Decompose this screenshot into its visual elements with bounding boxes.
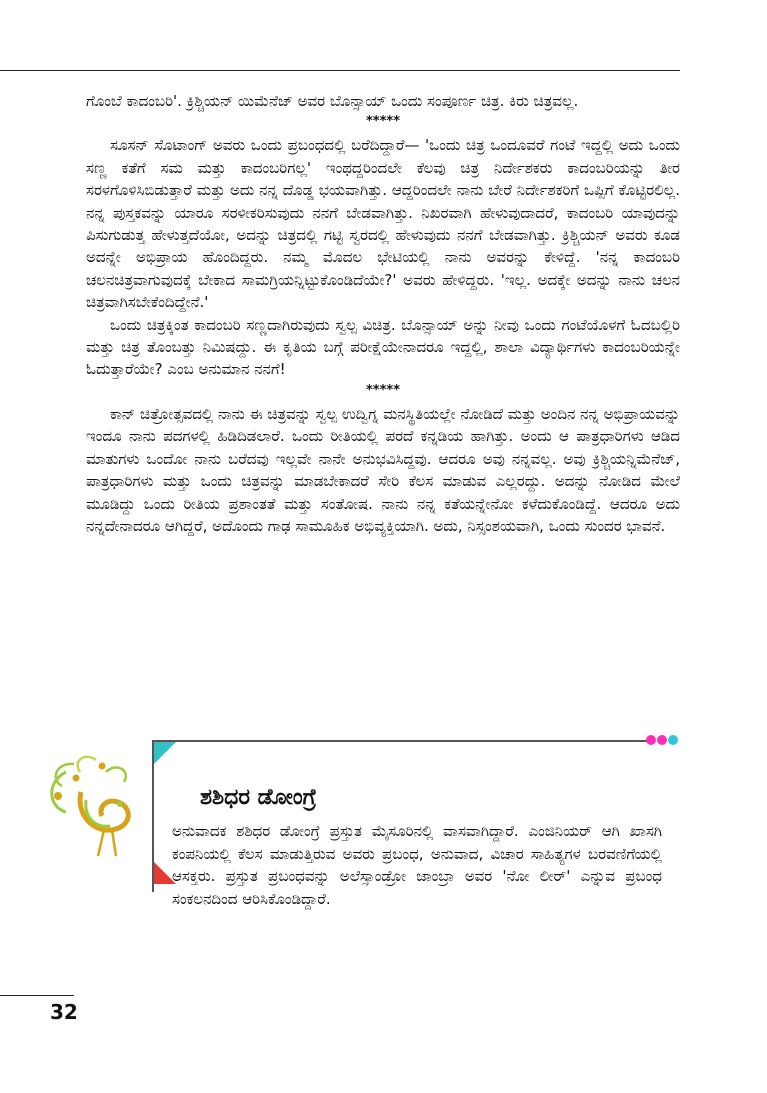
section-separator: ***** (366, 114, 400, 130)
magenta-dot-icon (657, 735, 667, 745)
article-body (86, 90, 680, 537)
paragraph-4: ಕಾನ್ ಚಿತ್ರೋತ್ಸವದಲ್ಲಿ ನಾನು ಈ ಚಿತ್ರವನ್ನು ಸ್ವಲ್ಪ ಉದ್ವಿಗ್ನ ಮನಸ್ಥಿತಿಯಲ್ಲೇ ನೋಡಿದೆ ಮತ್ತು ಅಂದಿನ ನನ್ನ ಅಭಿಪ್ರಾಯವನ್ನು ಇಂದೂ ನಾನು ಪದಗಳಲ್ಲಿ ಹಿಡಿದಿಡಲಾರೆ. ಒಂದು ರೀತಿಯಲ್ಲಿ ಪರದೆ ಕನ್ನಡಿಯ ಹಾಗಿತ್ತು. ಅಂದು ಆ ಪಾತ್ರಧಾರಿಗಳು ಆಡಿದ ಮಾತುಗಳು ಒಂದೋ ನಾನು ಬರೆದವು ಇಲ್ಲವೇ ನಾನೇ ಅನುಭವಿಸಿದ್ದವು. ಆದರೂ ಅವು ನನ್ನವಲ್ಲ. ಅವು ಕ್ರಿಶ್ಚಿಯನ್ನಿಮೆನೆಜ್, ಪಾತ್ರಧಾರಿಗಳು ಮತ್ತು ಒಂದು ಚಿತ್ರವನ್ನು ಮಾಡಬೇಕಾದರೆ ಸೇರಿ ಕೆಲಸ ಮಾಡುವ ಎಲ್ಲರದ್ದು. ಅದನ್ನು ನೋಡಿದ ಮೇಲೆ ಮೂಡಿದ್ದು ಒಂದು ರೀತಿಯ ಪ್ರಶಾಂತತೆ ಮತ್ತು ಸಂತೋಷ. ನಾನು ನನ್ನ ಕತೆಯನ್ನೇನೋ ಕಳೆದುಕೊಂಡಿದ್ದೆ. ಆದರೂ ಅದು ನನ್ನದೇನಾದರೂ ಆಗಿದ್ದರೆ, ಅದೊಂದು ಗಾಢ ಸಾಮೂಹಿಕ ಅಭಿವ್ಯಕ್ತಿಯಾಗಿ. ಅದು, ನಿಸ್ಸಂಶಯವಾಗಿ, ಒಂದು ಸುಂದರ ಭಾವನೆ. (86, 404, 680, 535)
author-name: ಶಶಿಧರ ಡೋಂಗ್ರೆ (200, 785, 317, 810)
teal-corner-accent (154, 742, 176, 764)
paragraph-3: ಒಂದು ಚಿತ್ರಕ್ಕಿಂತ ಕಾದಂಬರಿ ಸಣ್ಣದಾಗಿರುವುದು ಸ್ವಲ್ಪ ವಿಚಿತ್ರ. ಬೊನ್ಸಾಯ್ ಅನ್ನು ನೀವು ಒಂದು ಗಂಟೆಯೊಳಗೆ ಓದಬಲ್ಲಿರಿ ಮತ್ತು ಚಿತ್ರ ತೊಂಬತ್ತು ನಿಮಿಷದ್ದು. ಈ ಕೃತಿಯ ಬಗ್ಗೆ ಪರೀಕ್ಷೆಯೇನಾದರೂ ಇದ್ದಲ್ಲಿ, ಶಾಲಾ ವಿದ್ಯಾರ್ಥಿಗಳು ಕಾದಂಬರಿಯನ್ನೇ ಓದುತ್ತಾರೆಯೇ? ಎಂಬ ಅನುಮಾನ ನನಗೆ! (86, 315, 680, 379)
bottom-rule (0, 995, 74, 996)
author-bio-text: ಅನುವಾದಕ ಶಶಿಧರ ಡೋಂಗ್ರೆ ಪ್ರಸ್ತುತ ಮೈಸೂರಿನಲ್ಲಿ ವಾಸವಾಗಿದ್ದಾರೆ. ಎಂಜಿನಿಯರ್ ಆಗಿ ಖಾಸಗಿ ಕಂಪನಿಯಲ್ಲಿ ಕೆಲಸ ಮಾಡುತ್ತಿರುವ ಅವರು ಪ್ರಬಂಧ, ಅನುವಾದ, ವಿಚಾರ ಸಾಹಿತ್ಯಗಳ ಬರವಣಿಗೆಯಲ್ಲಿ ಆಸಕ್ತರು. ಪ್ರಸ್ತುತ ಪ್ರಬಂಧವನ್ನು ಅಲೆಸ್ಸಾಂಡ್ರೋ ಜಾಂಬ್ರಾ ಅವರ 'ನೋ ಲೀರ್' ಎನ್ನುವ ಪ್ರಬಂಧ ಸಂಕಲನದಿಂದ ಆರಿಸಿಕೊಂಡಿದ್ದಾರೆ. (172, 822, 662, 908)
top-rule (0, 70, 680, 71)
section-separator: ***** (366, 382, 400, 398)
paragraph-1: ಗೊಂಬೆ ಕಾದಂಬರಿ'. ಕ್ರಿಶ್ಚಿಯನ್ ಯಿಮೆನೆಜ್ ಅವರ ಬೊನ್ಸಾಯ್ ಒಂದು ಸಂಪೂರ್ಣ ಚಿತ್ರ. ಕಿರು ಚಿತ್ರವಲ್ಲ. (86, 92, 579, 110)
color-dots-icon (646, 733, 686, 747)
peacock-illustration-icon (36, 752, 146, 864)
page-number: 32 (50, 1000, 78, 1024)
cyan-dot-icon (668, 735, 678, 745)
paragraph-2: ಸೂಸನ್ ಸೊಟಾಂಗ್ ಅವರು ಒಂದು ಪ್ರಬಂಧದಲ್ಲಿ ಬರೆದಿದ್ದಾರೆ— 'ಒಂದು ಚಿತ್ರ ಒಂದೂವರೆ ಗಂಟೆ ಇದ್ದಲ್ಲಿ ಅದು ಒಂದು ಸಣ್ಣ ಕತೆಗೆ ಸಮ ಮತ್ತು ಕಾದಂಬರಿಗಲ್ಲ' ಇಂಥದ್ದರಿಂದಲೇ ಕೆಲವು ಚಿತ್ರ ನಿರ್ದೇಶಕರು ಕಾದಂಬರಿಯನ್ನು ತೀರ ಸರಳಗೊಳಿಸಿಬಿಡುತ್ತಾರೆ ಮತ್ತು ಅದು ನನ್ನ ದೊಡ್ಡ ಭಯವಾಗಿತ್ತು. ಆದ್ದರಿಂದಲೇ ನಾನು ಬೇರೆ ನಿರ್ದೇಶಕರಿಗೆ ಒಪ್ಪಿಗೆ ಕೊಟ್ಟಿರಲಿಲ್ಲ. ನನ್ನ ಪುಸ್ತಕವನ್ನು ಯಾರೂ ಸರಳೀಕರಿಸುವುದು ನನಗೆ ಬೇಡವಾಗಿತ್ತು. ನಿಖರವಾಗಿ ಹೇಳುವುದಾದರೆ, ಕಾದಂಬರಿ ಯಾವುದನ್ನು ಪಿಸುಗುಡುತ್ತ ಹೇಳುತ್ತದೆಯೋ, ಅದನ್ನು ಚಿತ್ರದಲ್ಲಿ ಗಟ್ಟಿ ಸ್ವರದಲ್ಲಿ ಹೇಳುವುದು ನನಗೆ ಬೇಡವಾಗಿತ್ತು. ಕ್ರಿಶ್ಚಿಯನ್ ಅವರು ಕೂಡ ಅದನ್ನೇ ಅಭಿಪ್ರಾಯ ಹೊಂದಿದ್ದರು. ನಮ್ಮ ಮೊದಲ ಭೇಟಿಯಲ್ಲಿ ನಾನು ಅವರನ್ನು ಕೇಳಿದ್ದೆ. 'ನನ್ನ ಕಾದಂಬರಿ ಚಲನಚಿತ್ರವಾಗುವುದಕ್ಕೆ ಬೇಕಾದ ಸಾಮಗ್ರಿಯನ್ನಿಟ್ಟುಕೊಂಡಿದೆಯೇ?' ಅವರು ಹೇಳಿದ್ದರು. 'ಇಲ್ಲ. ಅದಕ್ಕೇ ಅದನ್ನು ನಾನು ಚಲನ ಚಿತ್ರವಾಗಿಸಬೇಕೆಂದಿದ್ದೇನೆ.' (86, 136, 680, 312)
magenta-dot-icon (646, 735, 656, 745)
